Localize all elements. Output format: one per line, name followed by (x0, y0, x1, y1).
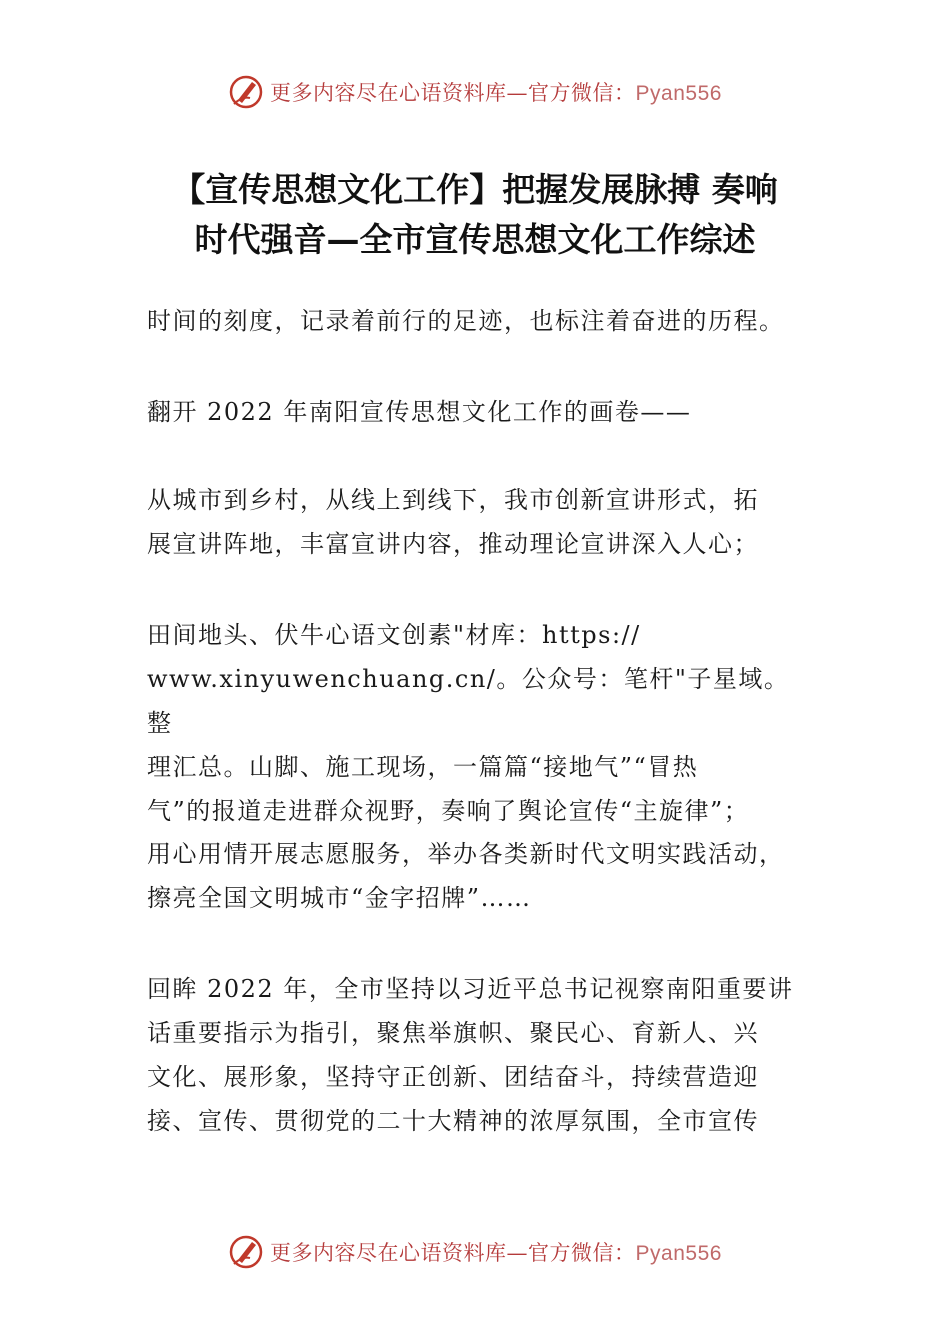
header-banner (0, 72, 950, 112)
document-title (90, 165, 860, 265)
text-line: 展宣讲阵地，丰富宣讲内容，推动理论宣讲深入人心； (147, 530, 759, 558)
text-line: 翻开 2022 年南阳宣传思想文化工作的画卷—— (147, 398, 692, 426)
banner-text: 更多内容尽在心语资料库—官方微信：Pyan556 (270, 1241, 722, 1265)
text-line: 气”的报道走进群众视野，奏响了舆论宣传“主旋律”； (147, 797, 750, 825)
text-line: 话重要指示为指引，聚焦举旗帜、聚民心、育新人、兴 (147, 1019, 759, 1047)
paragraph (147, 967, 793, 1143)
text-line: 擦亮全国文明城市“金字招牌”…… (147, 884, 532, 912)
paragraph (147, 613, 812, 833)
title-line: 【宣传思想文化工作】把握发展脉搏 奏响 (172, 170, 778, 209)
paragraph (147, 299, 785, 343)
footer-banner (0, 1232, 950, 1272)
paragraph (147, 390, 691, 434)
text-line: 回眸 2022 年，全市坚持以习近平总书记视察南阳重要讲 (147, 975, 794, 1003)
pen-logo-icon (228, 1234, 264, 1270)
text-line: 田间地头、伏牛心语文创素"材库：https:// (147, 621, 641, 649)
pen-logo-icon (228, 74, 264, 110)
text-line: 理汇总。山脚、施工现场，一篇篇“接地气”“冒热 (147, 753, 699, 781)
text-line: 接、宣传、贯彻党的二十大精神的浓厚氛围，全市宣传 (147, 1107, 759, 1135)
title-line: 时代强音—全市宣传思想文化工作综述 (194, 220, 756, 259)
banner-text: 更多内容尽在心语资料库—官方微信：Pyan556 (270, 81, 722, 105)
text-line: 用心用情开展志愿服务，举办各类新时代文明实践活动， (147, 840, 785, 868)
text-line: 时间的刻度，记录着前行的足迹，也标注着奋进的历程。 (147, 307, 785, 335)
paragraph (147, 832, 785, 920)
text-line: 从城市到乡村，从线上到线下，我市创新宣讲形式，拓 (147, 486, 759, 514)
text-line: www.xinyuwenchuang.cn/。公众号：笔杆"子星域。整 (147, 665, 790, 737)
paragraph (147, 478, 759, 566)
text-line: 文化、展形象，坚持守正创新、团结奋斗，持续营造迎 (147, 1063, 759, 1091)
